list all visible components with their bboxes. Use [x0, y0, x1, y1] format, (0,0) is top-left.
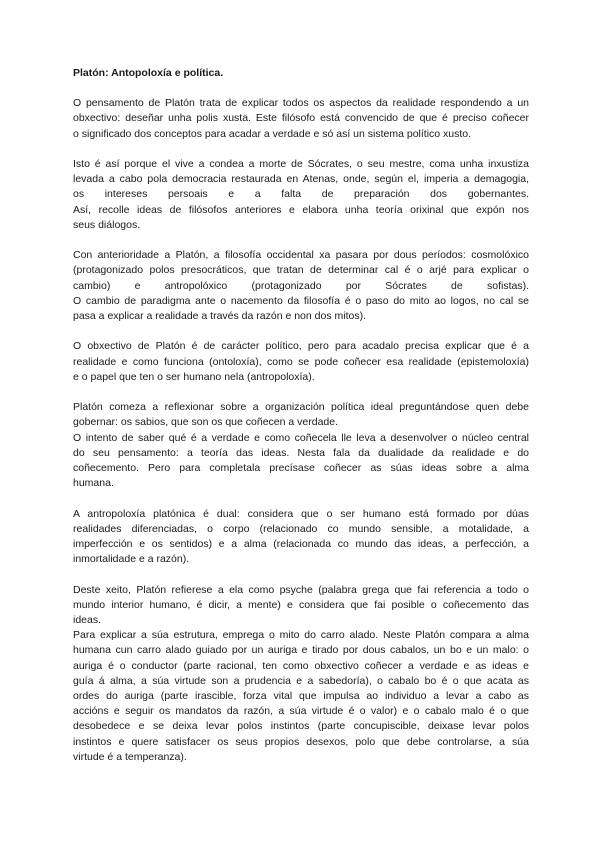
text-line: A antropoloxía platónica é dual: considera que o ser humano está formado por dúas	[73, 507, 529, 520]
text-line: accións e seguir os mandatos da razón, a súa virtude é o valor) e o cabalo malo é o que	[73, 705, 529, 718]
document-page	[73, 66, 529, 780]
text-line: virtude é a temperanza).	[73, 750, 187, 763]
text-line: e o papel que ten o ser humano nela (antropoloxía).	[73, 370, 315, 383]
text-line: do seu pensamento: a teoría das ideas. Nesta fala da dualidade da realidade e do	[73, 446, 529, 459]
text-line: Platón comeza a reflexionar sobre a organización política ideal preguntándose quen debe	[73, 401, 529, 414]
text-line: os intereses persoais e a falta de preparación dos gobernantes.	[73, 188, 529, 201]
text-line: O intento de saber qué é a verdade e como coñecela lle leva a desenvolver o núcleo central	[73, 431, 529, 444]
text-line: Para explicar a súa estrutura, emprega o mito do carro alado. Neste Platón compara a alma	[73, 629, 529, 642]
text-line: cambio) e antropolóxico (protagonizado por Sócrates de sofistas).	[73, 279, 529, 292]
text-line: guía á alma, a súa virtude son a prudencia e a sabedoría), o cabalo bo é o que acata as	[73, 674, 529, 687]
document-title: Platón: Antopoloxía e política.	[73, 67, 224, 79]
text-line: seus diálogos.	[73, 218, 141, 231]
text-line: auriga é o conductor (parte racional, ten como obxectivo coñecer a verdade e as ideas e	[73, 659, 529, 672]
text-line: pasa a explicar a realidade a través da razón e non dos mitos).	[73, 310, 367, 323]
paragraph	[73, 507, 529, 568]
text-line: mundo interior humano, é dicir, a mente) e considera que fai posible o coñecemento das	[73, 598, 529, 611]
text-line: desobedece e se deixa levar polos instintos (parte concupiscible, deixase levar polos	[73, 720, 529, 733]
paragraph	[73, 96, 529, 142]
paragraph	[73, 157, 529, 233]
text-line: O obxectivo de Platón é de carácter político, pero para acadalo precisa explicar que é a	[73, 340, 529, 353]
document-body	[73, 96, 529, 765]
text-line: O pensamento de Platón trata de explicar todos os aspectos da realidade respondendo a un	[73, 97, 529, 110]
text-line: O cambio de paradigma ante o nacemento da filosofía é o paso do mito ao logos, no cal se	[73, 294, 529, 307]
paragraph	[73, 400, 529, 491]
text-line: ideas.	[73, 614, 102, 627]
text-line: instintos e quere satisfacer os seus propios desexos, polo que debe controlarse, a súa	[73, 735, 529, 748]
paragraph	[73, 248, 529, 324]
paragraph	[73, 583, 529, 765]
text-line: coñecemento. Pero para completala precísase coñecer as súas ideas sobre a alma	[73, 462, 529, 475]
text-line: ordes do auriga (parte irascible, forza vital que impulsa ao individuo a levar a cabo as	[73, 690, 529, 703]
text-line: humana.	[73, 477, 114, 490]
text-line: Con anterioridade a Platón, a filosofía occidental xa pasara por dous períodos: cosmolóxico	[73, 249, 529, 262]
text-line: Así, recolle ideas de filósofos anteriores e elabora unha teoría orixinal que expón nos	[73, 203, 529, 216]
text-line: (protagonizado polos presocráticos, que tratan de determinar cal é o arjé para explicar o	[73, 264, 529, 277]
text-line: obxectivo: deseñar unha polis xusta. Este filósofo está convencido de que é preciso coñecer	[73, 112, 529, 125]
text-line: realidades diferenciadas, o corpo (relacionado co mundo sensible, a motalidade, a	[73, 522, 529, 535]
text-line: o significado dos conceptos para acadar a verdade e só así un sistema político xusto.	[73, 127, 472, 140]
text-line: inmortalidade e a razón).	[73, 553, 190, 566]
text-line: Deste xeito, Platón refierese a ela como psyche (palabra grega que fai referencia a todo o	[73, 583, 529, 596]
text-line: levada a cabo pola democracia restaurada en Atenas, onde, según el, imperia a demagogia,	[73, 173, 529, 186]
text-line: humana cun carro alado guiado por un auriga e tirado por dous cabalos, un bo e un malo: o	[73, 644, 529, 657]
text-line: gobernar: os sabios, que son os que coñecen a verdade.	[73, 416, 339, 429]
text-line: Isto é así porque el vive a condea a morte de Sócrates, o seu mestre, coma unha inxustiza	[73, 158, 529, 170]
paragraph	[73, 339, 529, 385]
text-line: imperfección e os sentidos) e a alma (relacionada co mundo das ideas, a perfección, a	[73, 538, 529, 551]
text-line: realidade e como funciona (ontoloxía), como se pode coñecer esa realidade (epistemoloxía)	[73, 355, 529, 368]
